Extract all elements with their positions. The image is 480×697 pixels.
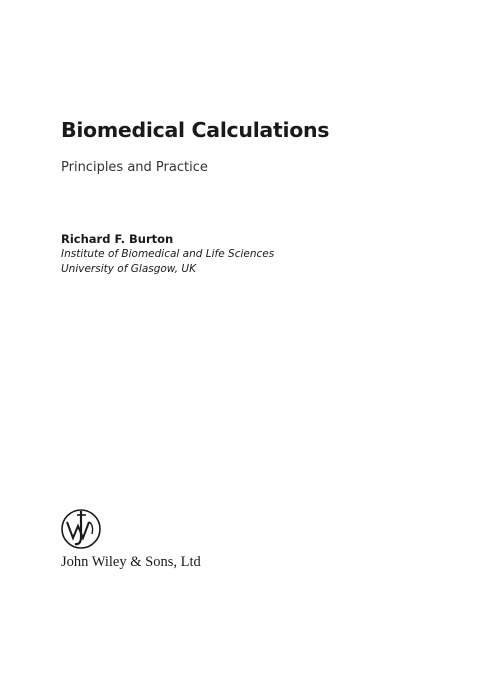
book-title: Biomedical Calculations [61,118,330,142]
author-name: Richard F. Burton [61,232,174,246]
wiley-logo-icon [59,507,103,551]
book-subtitle: Principles and Practice [61,160,208,175]
publisher-name: John Wiley & Sons, Ltd [61,554,201,570]
author-affiliation-line-1: Institute of Biomedical and Life Sciences [61,248,275,260]
author-affiliation-line-2: University of Glasgow, UK [61,263,196,275]
